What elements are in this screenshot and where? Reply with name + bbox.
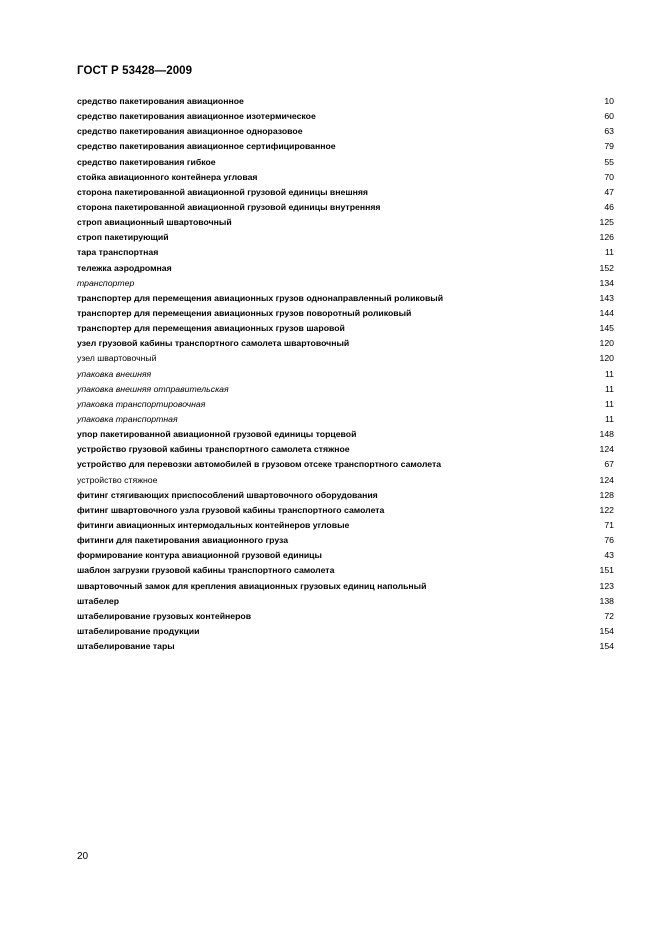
index-entry xyxy=(77,639,614,654)
index-term: строп пакетирующий xyxy=(77,232,169,243)
index-entry xyxy=(77,124,614,139)
index-page-ref: 143 xyxy=(599,292,614,303)
index-page-ref: 154 xyxy=(599,641,614,652)
index-term: формирование контура авиационной грузовой единицы xyxy=(77,550,322,561)
index-term: тележка аэродромная xyxy=(77,262,172,273)
index-term: средство пакетирования авиационное изотермическое xyxy=(77,111,316,122)
index-page-ref: 70 xyxy=(604,171,614,182)
index-term: узел швартовочный xyxy=(77,353,157,364)
index-term: транспортер для перемещения авиационных грузов шаровой xyxy=(77,323,345,334)
index-entry xyxy=(77,139,614,154)
index-entry xyxy=(77,624,614,639)
index-page-ref: 154 xyxy=(599,625,614,636)
index-term: упаковка внешняя xyxy=(77,368,152,379)
index-entry xyxy=(77,94,614,109)
index-term: устройство грузовой кабины транспортного самолета стяжное xyxy=(77,444,350,455)
index-entry xyxy=(77,563,614,578)
index-entry xyxy=(77,442,614,457)
index-entry xyxy=(77,185,614,200)
index-entry xyxy=(77,457,614,472)
index-term: устройство стяжное xyxy=(77,474,158,485)
index-page-ref: 76 xyxy=(604,535,614,546)
index-page-ref: 123 xyxy=(599,580,614,591)
index-page-ref: 72 xyxy=(604,610,614,621)
index-entry xyxy=(77,427,614,442)
index-term: шаблон загрузки грузовой кабины транспортного самолета xyxy=(77,565,335,576)
index-entry xyxy=(77,215,614,230)
index-term: сторона пакетированной авиационной грузовой единицы внешняя xyxy=(77,186,368,197)
index-entry xyxy=(77,245,614,260)
index-term: фитинг стягивающих приспособлений швартовочного оборудования xyxy=(77,489,378,500)
index-page-ref: 122 xyxy=(599,504,614,515)
index-term: штабелирование грузовых контейнеров xyxy=(77,610,252,621)
index-page-ref: 120 xyxy=(599,338,614,349)
index-entry xyxy=(77,109,614,124)
index-page-ref: 144 xyxy=(599,307,614,318)
index-term: штабелирование продукции xyxy=(77,625,200,636)
index-entry xyxy=(77,200,614,215)
index-page-ref: 124 xyxy=(599,474,614,485)
index-page-ref: 71 xyxy=(604,519,614,530)
index-entry xyxy=(77,276,614,291)
index-term: швартовочный замок для крепления авиационных грузовых единиц напольный xyxy=(77,580,427,591)
index-entry xyxy=(77,533,614,548)
index-page-ref: 124 xyxy=(599,444,614,455)
index-entry xyxy=(77,412,614,427)
index-term: фитинги авиационных интермодальных контейнеров угловые xyxy=(77,519,350,530)
document-header: ГОСТ Р 53428—2009 xyxy=(77,65,193,77)
index-term: сторона пакетированной авиационной грузовой единицы внутренняя xyxy=(77,201,381,212)
index-page-ref: 55 xyxy=(604,156,614,167)
index-page-ref: 145 xyxy=(599,323,614,334)
index-entry xyxy=(77,170,614,185)
index-entry xyxy=(77,382,614,397)
index-term: штабелирование тары xyxy=(77,641,175,652)
index-page-ref: 79 xyxy=(604,141,614,152)
index-page-ref: 134 xyxy=(599,277,614,288)
index-term: узел грузовой кабины транспортного самолета швартовочный xyxy=(77,338,350,349)
index-term: транспортер для перемещения авиационных грузов поворотный роликовый xyxy=(77,307,412,318)
index-entry xyxy=(77,155,614,170)
index-entry xyxy=(77,594,614,609)
index-entry xyxy=(77,230,614,245)
index-page-ref: 10 xyxy=(604,96,614,106)
index-page-ref: 63 xyxy=(604,126,614,137)
index-page-ref: 11 xyxy=(604,413,614,424)
index-entry xyxy=(77,473,614,488)
index-term: средство пакетирования авиационное одноразовое xyxy=(77,126,303,137)
index-page-ref: 126 xyxy=(599,232,614,243)
index-term: упаковка транспортная xyxy=(77,413,178,424)
page-number: 20 xyxy=(77,851,89,862)
index-entry xyxy=(77,579,614,594)
index-entry xyxy=(77,503,614,518)
index-entry xyxy=(77,548,614,563)
index-page-ref: 11 xyxy=(604,247,614,258)
index-term: транспортер xyxy=(77,277,135,288)
index-page-ref: 138 xyxy=(599,595,614,606)
index-page-ref: 151 xyxy=(599,565,614,576)
index-term: средство пакетирования авиационное сертифицированное xyxy=(77,141,336,152)
index-term: фитинги для пакетирования авиационного груза xyxy=(77,535,289,546)
index-entry xyxy=(77,291,614,306)
index-entry xyxy=(77,321,614,336)
index-term: средство пакетирования гибкое xyxy=(77,156,216,167)
index-page-ref: 120 xyxy=(599,353,614,364)
index-term: штабелер xyxy=(77,595,120,606)
index-term: упаковка внешняя отправительская xyxy=(77,383,229,394)
index-term: строп авиационный швартовочный xyxy=(77,217,232,228)
index-entry xyxy=(77,306,614,321)
index-term: фитинг швартовочного узла грузовой кабины транспортного самолета xyxy=(77,504,385,515)
index-entry xyxy=(77,367,614,382)
index-entry xyxy=(77,609,614,624)
index-page-ref: 125 xyxy=(599,217,614,228)
index-term: устройство для перевозки автомобилей в грузовом отсеке транспортного самолета xyxy=(77,459,442,470)
index-term: тара транспортная xyxy=(77,247,159,258)
index-entry xyxy=(77,518,614,533)
index-term: упаковка транспортировочная xyxy=(77,398,206,409)
index-term: транспортер для перемещения авиационных грузов однонаправленный роликовый xyxy=(77,292,444,303)
alphabetical-index xyxy=(77,94,614,654)
index-entry xyxy=(77,336,614,351)
index-page-ref: 67 xyxy=(604,459,614,470)
index-term: упор пакетированной авиационной грузовой единицы торцевой xyxy=(77,429,357,440)
index-page-ref: 43 xyxy=(604,550,614,561)
index-page-ref: 11 xyxy=(604,368,614,379)
index-page-ref: 128 xyxy=(599,489,614,500)
index-page-ref: 11 xyxy=(604,398,614,409)
index-term: стойка авиационного контейнера угловая xyxy=(77,171,258,182)
index-page-ref: 47 xyxy=(604,186,614,197)
index-entry xyxy=(77,488,614,503)
index-page-ref: 46 xyxy=(604,201,614,212)
index-entry xyxy=(77,261,614,276)
index-page-ref: 11 xyxy=(604,383,614,394)
index-page-ref: 148 xyxy=(599,429,614,440)
index-page-ref: 152 xyxy=(599,262,614,273)
index-page-ref: 60 xyxy=(604,111,614,122)
index-entry xyxy=(77,397,614,412)
index-entry xyxy=(77,351,614,366)
index-term: средство пакетирования авиационное xyxy=(77,96,244,106)
